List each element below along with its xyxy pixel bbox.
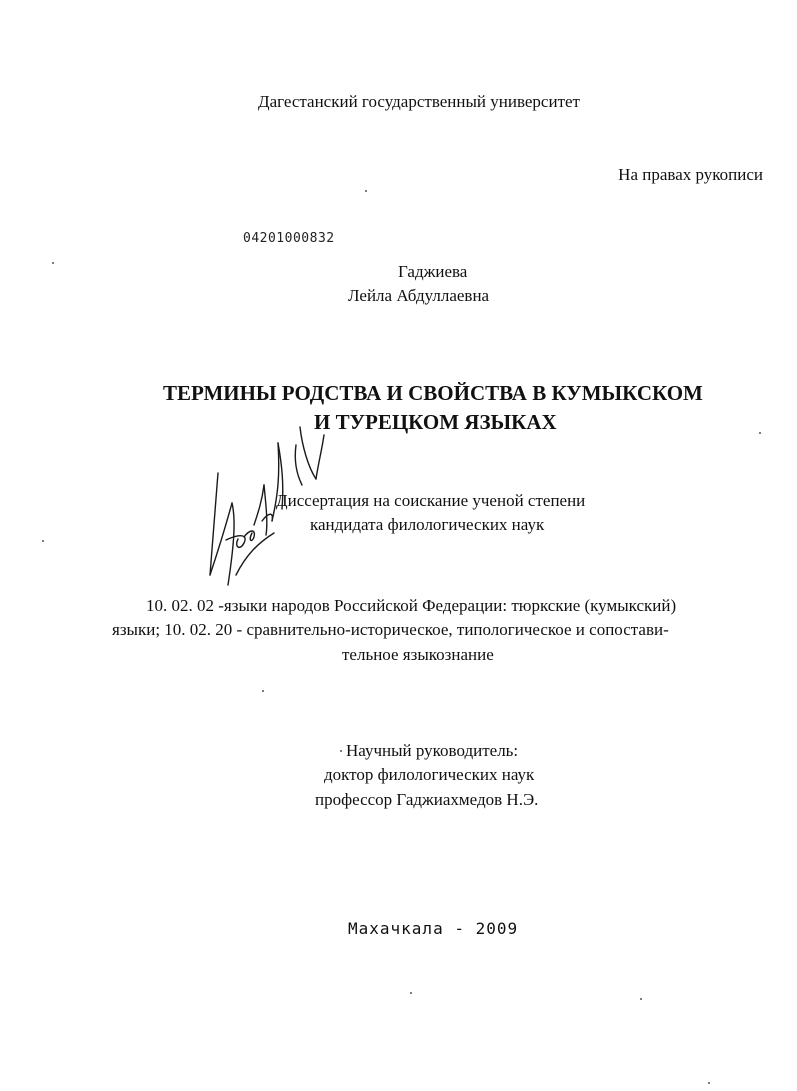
author-names: Лейла Абдуллаевна xyxy=(348,286,490,305)
title-line-1: ТЕРМИНЫ РОДСТВА И СВОЙСТВА В КУМЫКСКОМ xyxy=(163,381,703,405)
scan-speck xyxy=(640,998,642,1000)
scan-speck xyxy=(42,540,44,542)
scan-speck xyxy=(262,690,264,692)
scan-speck xyxy=(365,190,367,192)
specialty-line-3: тельное языкознание xyxy=(342,645,494,664)
city-year: Махачкала - 2009 xyxy=(348,919,519,938)
university-name: Дагестанский государственный университет xyxy=(258,92,580,111)
title-line-2: И ТУРЕЦКОМ ЯЗЫКАХ xyxy=(314,410,557,434)
specialty-line-1: 10. 02. 02 -языки народов Российской Федерации: тюркские (кумыкский) xyxy=(146,596,677,615)
scan-speck xyxy=(708,1082,710,1084)
supervisor-label: Научный руководитель: xyxy=(346,741,519,760)
manuscript-note: На правах рукописи xyxy=(618,165,763,184)
dissertation-line-1: Диссертация на соискание ученой степени xyxy=(276,491,586,510)
supervisor-name: профессор Гаджиахмедов Н.Э. xyxy=(315,790,539,809)
dissertation-line-2: кандидата филологических наук xyxy=(310,515,545,534)
scan-speck xyxy=(410,992,412,994)
scan-speck xyxy=(340,750,342,752)
specialty-line-2: языки; 10. 02. 20 - сравнительно-историческое, типологическое и сопостави- xyxy=(112,620,669,639)
supervisor-degree: доктор филологических наук xyxy=(324,765,535,784)
scan-speck xyxy=(759,432,761,434)
scan-speck xyxy=(52,262,54,264)
document-number: 04201000832 xyxy=(243,231,335,246)
author-surname: Гаджиева xyxy=(398,262,468,281)
